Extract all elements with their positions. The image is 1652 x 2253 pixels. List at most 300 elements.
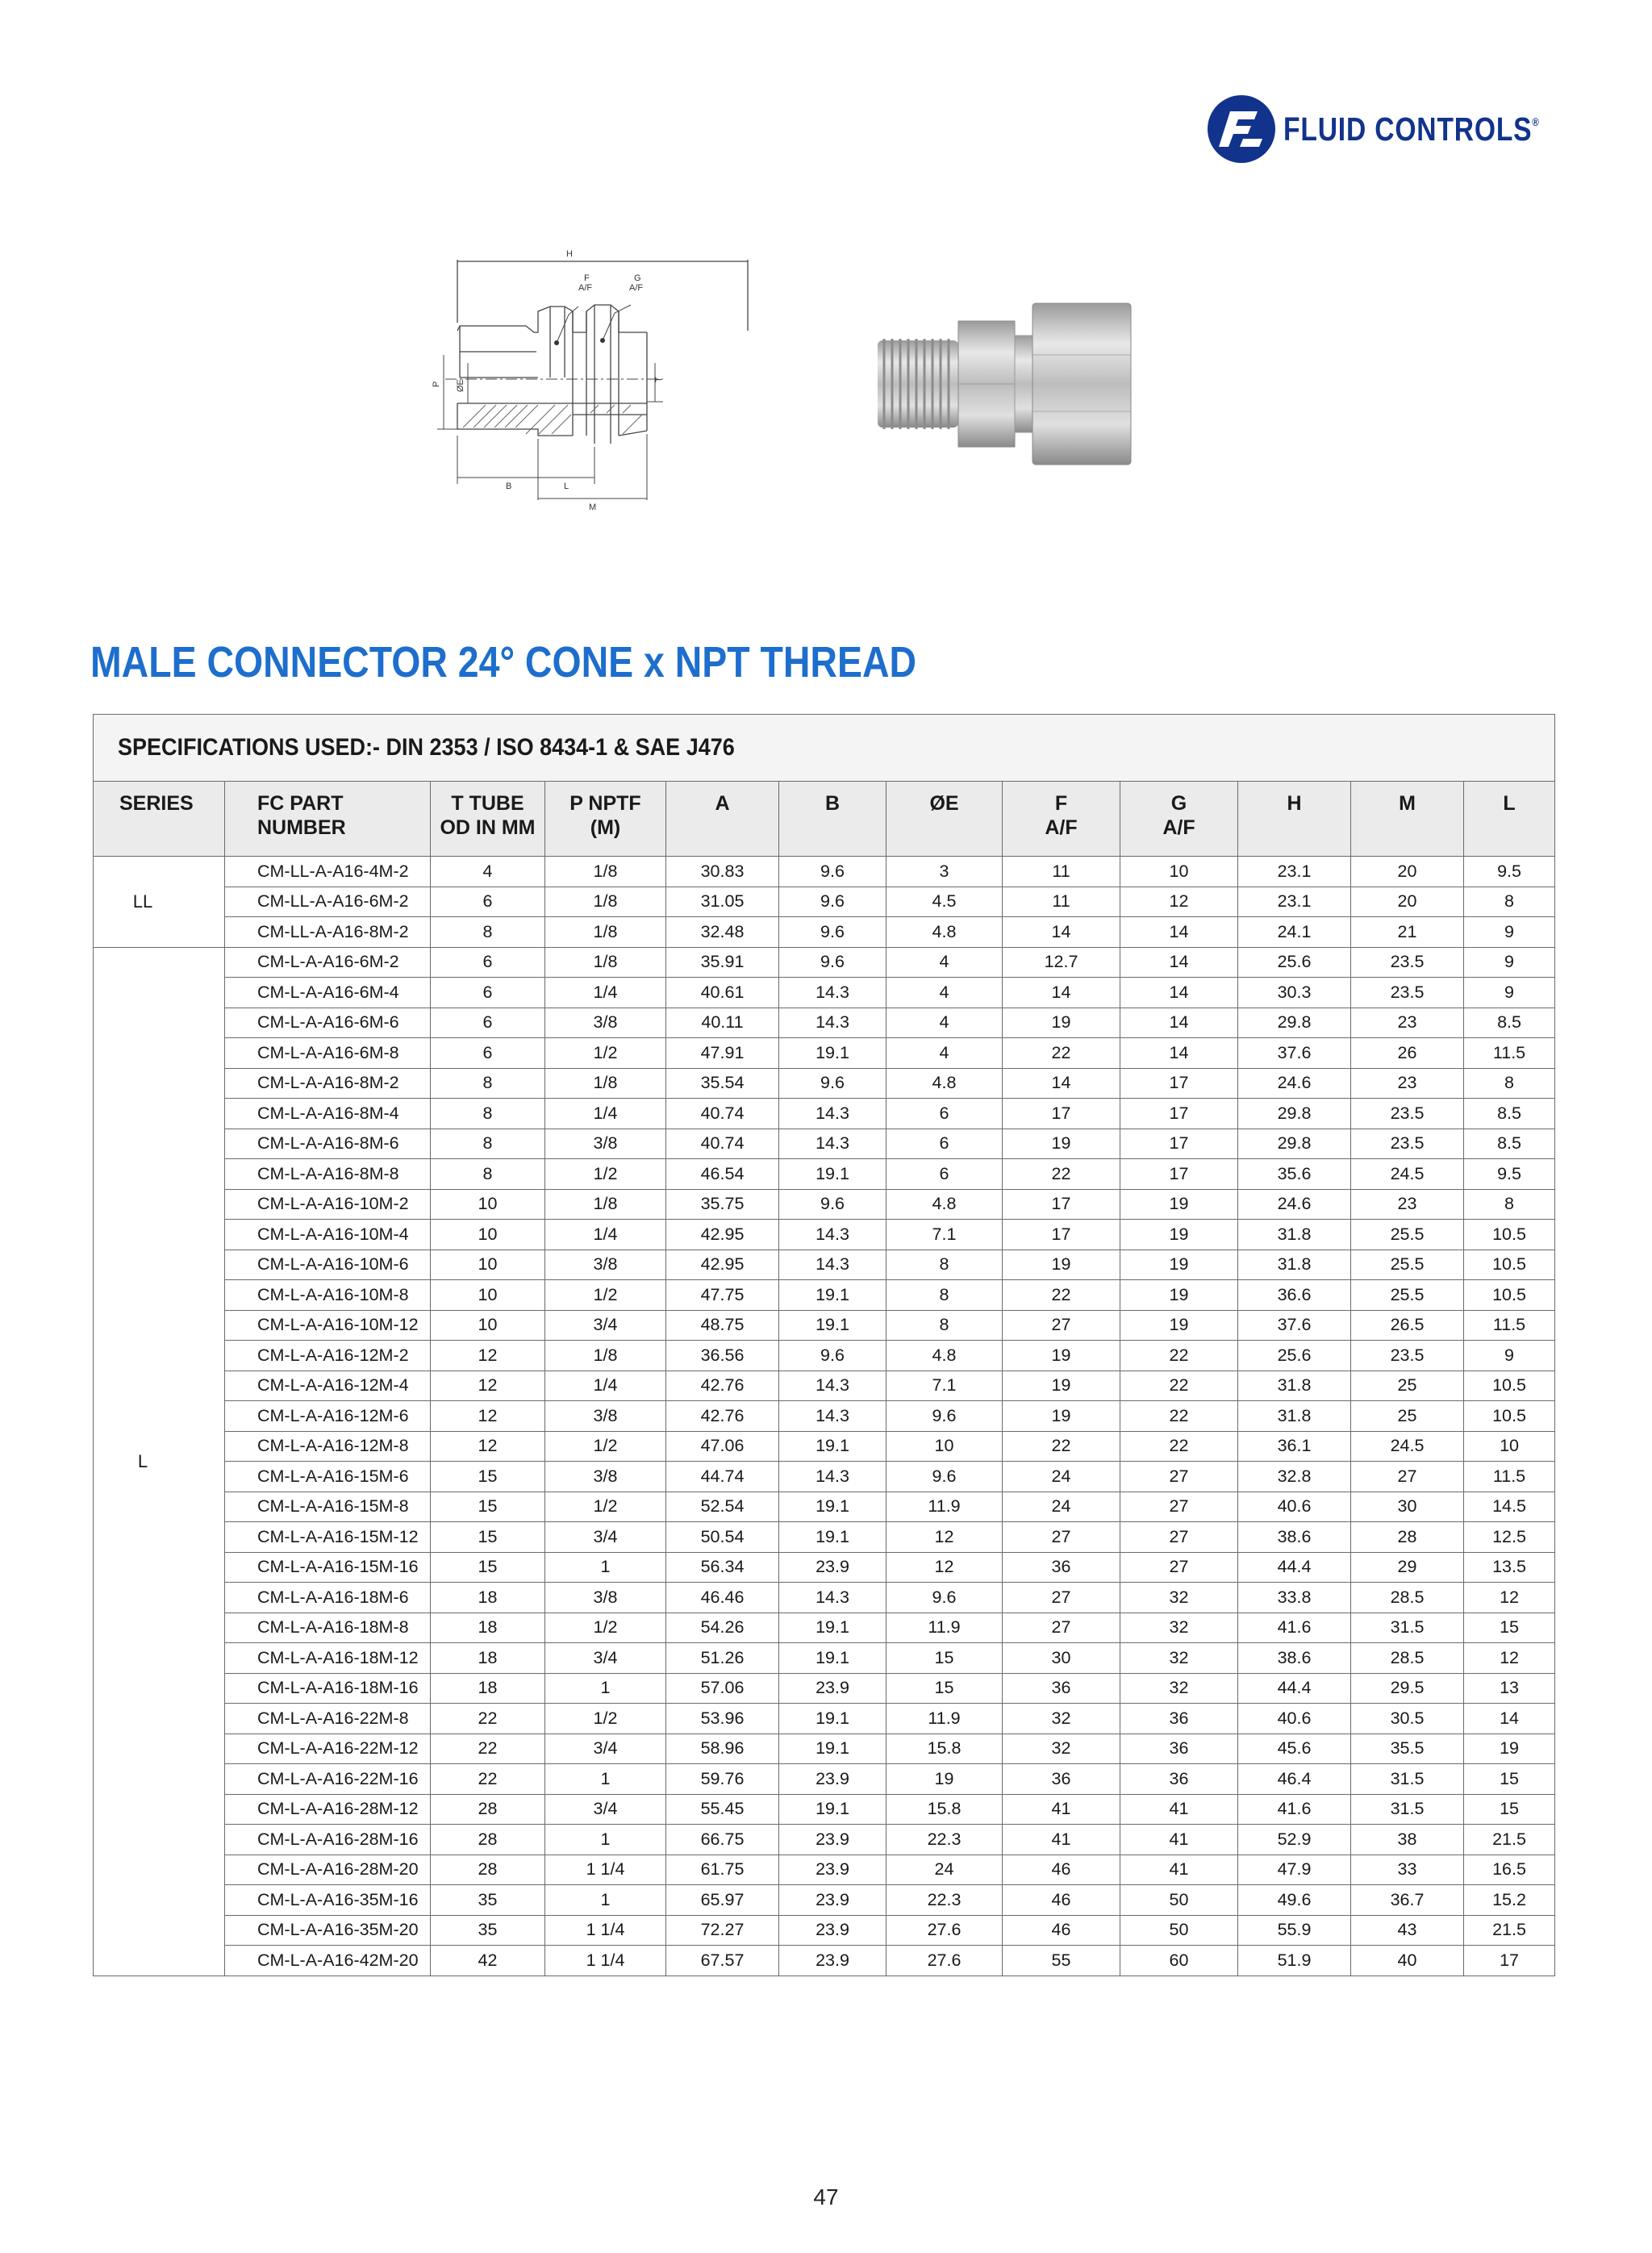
- table-cell: 9.6: [779, 1189, 886, 1220]
- table-cell: 6: [886, 1159, 1003, 1190]
- table-cell: 24: [1003, 1492, 1120, 1522]
- table-cell: 12: [886, 1552, 1003, 1583]
- table-cell: 32.8: [1238, 1462, 1351, 1492]
- column-header-line2: (M): [590, 816, 621, 839]
- table-cell: 27.6: [886, 1946, 1003, 1976]
- table-cell: 18: [431, 1613, 545, 1643]
- table-cell: 14: [1464, 1704, 1555, 1734]
- table-cell: 14: [1120, 978, 1238, 1008]
- svg-text:T: T: [654, 377, 664, 382]
- table-cell: 41: [1120, 1794, 1238, 1825]
- table-cell: 23.1: [1238, 887, 1351, 917]
- table-cell: 15: [431, 1522, 545, 1553]
- table-cell: 25: [1351, 1401, 1464, 1432]
- table-cell: 24.5: [1351, 1431, 1464, 1462]
- table-cell: 32: [1120, 1583, 1238, 1613]
- table-cell: 44.4: [1238, 1673, 1351, 1704]
- table-cell: 19: [1003, 1250, 1120, 1280]
- table-cell: 10.5: [1464, 1401, 1555, 1432]
- column-header: [225, 782, 431, 857]
- part-number-cell: CM-L-A-A16-6M-6: [225, 1008, 431, 1038]
- part-number-cell: CM-L-A-A16-28M-16: [225, 1825, 431, 1855]
- table-cell: 22: [1003, 1431, 1120, 1462]
- table-cell: 32: [1120, 1613, 1238, 1643]
- table-cell: 9.6: [779, 947, 886, 978]
- brand-logo: [1206, 94, 1596, 165]
- table-cell: 8: [431, 1099, 545, 1129]
- table-cell: 6: [431, 1038, 545, 1069]
- table-cell: 57.06: [666, 1673, 779, 1704]
- column-header: [666, 782, 779, 857]
- table-cell: 36.7: [1351, 1885, 1464, 1916]
- table-cell: 6: [431, 887, 545, 917]
- svg-text:L: L: [564, 482, 569, 491]
- part-number-cell: CM-L-A-A16-22M-12: [225, 1734, 431, 1764]
- table-cell: 10: [886, 1431, 1003, 1462]
- table-cell: 12: [431, 1371, 545, 1401]
- table-cell: 9.6: [779, 1068, 886, 1099]
- table-cell: 32: [1003, 1704, 1120, 1734]
- table-cell: 1: [545, 1825, 666, 1855]
- table-cell: 40: [1351, 1946, 1464, 1976]
- table-cell: 53.96: [666, 1704, 779, 1734]
- table-cell: 19: [1003, 1129, 1120, 1159]
- table-cell: 36.56: [666, 1341, 779, 1371]
- table-cell: 21: [1351, 917, 1464, 948]
- column-header: [1351, 782, 1464, 857]
- table-cell: 19.1: [779, 1643, 886, 1674]
- table-cell: 23: [1351, 1008, 1464, 1038]
- table-cell: 51.26: [666, 1643, 779, 1674]
- table-cell: 4.8: [886, 1068, 1003, 1099]
- part-number-cell: CM-L-A-A16-8M-8: [225, 1159, 431, 1190]
- table-row: [94, 1371, 1555, 1401]
- table-cell: 15: [431, 1552, 545, 1583]
- table-cell: 1/8: [545, 857, 666, 887]
- table-cell: 22: [431, 1704, 545, 1734]
- table-cell: 20: [1351, 857, 1464, 887]
- table-cell: 44.74: [666, 1462, 779, 1492]
- table-row: [94, 1855, 1555, 1885]
- table-cell: 35: [431, 1915, 545, 1946]
- table-cell: 17: [1120, 1099, 1238, 1129]
- table-cell: 46.46: [666, 1583, 779, 1613]
- table-cell: 8: [1464, 887, 1555, 917]
- table-cell: 47.91: [666, 1038, 779, 1069]
- table-cell: 1/8: [545, 947, 666, 978]
- table-cell: 12: [886, 1522, 1003, 1553]
- table-cell: 38: [1351, 1825, 1464, 1855]
- table-cell: 1: [545, 1552, 666, 1583]
- table-cell: 9.6: [886, 1401, 1003, 1432]
- table-cell: 67.57: [666, 1946, 779, 1976]
- table-row: [94, 1038, 1555, 1069]
- table-cell: 31.5: [1351, 1613, 1464, 1643]
- column-header-line1: FC PART: [257, 792, 344, 815]
- table-cell: 19: [1003, 1371, 1120, 1401]
- part-number-cell: CM-L-A-A16-10M-4: [225, 1220, 431, 1250]
- part-number-cell: CM-L-A-A16-18M-16: [225, 1673, 431, 1704]
- table-cell: 19.1: [779, 1492, 886, 1522]
- table-cell: 1/2: [545, 1280, 666, 1311]
- table-cell: 10: [431, 1250, 545, 1280]
- table-cell: 31.5: [1351, 1794, 1464, 1825]
- table-cell: 25.5: [1351, 1280, 1464, 1311]
- table-cell: 31.8: [1238, 1401, 1351, 1432]
- table-cell: 38.6: [1238, 1522, 1351, 1553]
- table-cell: 9.6: [779, 887, 886, 917]
- column-header-line1: H: [1287, 792, 1302, 815]
- column-header-line1: G: [1170, 792, 1187, 815]
- table-cell: 3/8: [545, 1129, 666, 1159]
- column-header-line2: A/F: [1162, 816, 1195, 839]
- table-row: [94, 1946, 1555, 1976]
- table-cell: 27: [1120, 1522, 1238, 1553]
- table-cell: 21.5: [1464, 1915, 1555, 1946]
- table-cell: 14: [1003, 1068, 1120, 1099]
- table-cell: 19.1: [779, 1794, 886, 1825]
- table-cell: 20: [1351, 887, 1464, 917]
- table-cell: 33.8: [1238, 1583, 1351, 1613]
- table-cell: 11: [1003, 857, 1120, 887]
- column-header-line1: P NPTF: [569, 792, 641, 815]
- table-cell: 25.5: [1351, 1220, 1464, 1250]
- table-cell: 25.6: [1238, 1341, 1351, 1371]
- table-cell: 19.1: [779, 1704, 886, 1734]
- table-cell: 22: [1003, 1280, 1120, 1311]
- table-cell: 1/4: [545, 1099, 666, 1129]
- table-row: [94, 1825, 1555, 1855]
- table-cell: 7.1: [886, 1220, 1003, 1250]
- table-cell: 4: [431, 857, 545, 887]
- part-number-cell: CM-L-A-A16-15M-16: [225, 1552, 431, 1583]
- table-cell: 27: [1351, 1462, 1464, 1492]
- table-cell: 19: [1464, 1734, 1555, 1764]
- table-row: [94, 1280, 1555, 1311]
- part-number-cell: CM-L-A-A16-15M-12: [225, 1522, 431, 1553]
- table-cell: 31.8: [1238, 1371, 1351, 1401]
- table-cell: 28.5: [1351, 1583, 1464, 1613]
- table-cell: 35.91: [666, 947, 779, 978]
- table-cell: 15.8: [886, 1794, 1003, 1825]
- table-cell: 23.9: [779, 1915, 886, 1946]
- table-cell: 46.54: [666, 1159, 779, 1190]
- table-cell: 15: [886, 1643, 1003, 1674]
- table-cell: 35: [431, 1885, 545, 1916]
- table-cell: 24: [1003, 1462, 1120, 1492]
- table-cell: 36: [1120, 1704, 1238, 1734]
- part-number-cell: CM-L-A-A16-22M-16: [225, 1764, 431, 1795]
- table-cell: 19.1: [779, 1159, 886, 1190]
- table-cell: 3/8: [545, 1462, 666, 1492]
- table-cell: 17: [1003, 1220, 1120, 1250]
- table-cell: 25.5: [1351, 1250, 1464, 1280]
- specifications-header: SPECIFICATIONS USED:- DIN 2353 / ISO 8434-1 & SAE J476: [94, 715, 1555, 782]
- table-cell: 1/4: [545, 978, 666, 1008]
- table-cell: 52.54: [666, 1492, 779, 1522]
- part-number-cell: CM-L-A-A16-12M-2: [225, 1341, 431, 1371]
- series-cell: LL: [94, 857, 225, 948]
- table-cell: 8: [431, 917, 545, 948]
- table-cell: 23.5: [1351, 1129, 1464, 1159]
- table-cell: 60: [1120, 1946, 1238, 1976]
- page-title: MALE CONNECTOR 24° CONE x NPT THREAD: [90, 638, 917, 686]
- table-cell: 11.9: [886, 1704, 1003, 1734]
- table-cell: 18: [431, 1643, 545, 1674]
- table-cell: 15.2: [1464, 1885, 1555, 1916]
- part-number-cell: CM-LL-A-A16-8M-2: [225, 917, 431, 948]
- table-cell: 3: [886, 857, 1003, 887]
- table-cell: 50: [1120, 1915, 1238, 1946]
- table-row: [94, 1008, 1555, 1038]
- table-cell: 30: [1351, 1492, 1464, 1522]
- table-cell: 22: [1003, 1159, 1120, 1190]
- table-cell: 55.45: [666, 1794, 779, 1825]
- table-cell: 14.3: [779, 1129, 886, 1159]
- table-cell: 13: [1464, 1673, 1555, 1704]
- table-cell: 3/4: [545, 1734, 666, 1764]
- table-row: [94, 978, 1555, 1008]
- table-cell: 32: [1120, 1673, 1238, 1704]
- part-number-cell: CM-L-A-A16-12M-8: [225, 1431, 431, 1462]
- table-cell: 6: [886, 1129, 1003, 1159]
- table-cell: 19: [886, 1764, 1003, 1795]
- table-row: [94, 1462, 1555, 1492]
- part-number-cell: CM-L-A-A16-10M-8: [225, 1280, 431, 1311]
- table-cell: 27.6: [886, 1915, 1003, 1946]
- table-cell: 10: [1464, 1431, 1555, 1462]
- table-cell: 40.74: [666, 1129, 779, 1159]
- svg-text:H: H: [566, 249, 573, 259]
- table-cell: 1: [545, 1885, 666, 1916]
- table-cell: 9: [1464, 1341, 1555, 1371]
- table-cell: 22: [1120, 1431, 1238, 1462]
- table-cell: 27: [1003, 1583, 1120, 1613]
- table-cell: 6: [886, 1099, 1003, 1129]
- table-row: [94, 1099, 1555, 1129]
- table-cell: 7.1: [886, 1371, 1003, 1401]
- table-row: [94, 1764, 1555, 1795]
- column-header: [1464, 782, 1555, 857]
- table-cell: 36.1: [1238, 1431, 1351, 1462]
- table-row: [94, 1794, 1555, 1825]
- table-row: [94, 1673, 1555, 1704]
- table-cell: 47.75: [666, 1280, 779, 1311]
- table-cell: 14.3: [779, 978, 886, 1008]
- table-cell: 19.1: [779, 1431, 886, 1462]
- column-header: [431, 782, 545, 857]
- table-cell: 3/4: [545, 1310, 666, 1341]
- table-cell: 9: [1464, 978, 1555, 1008]
- table-cell: 36: [1003, 1764, 1120, 1795]
- table-cell: 14.3: [779, 1099, 886, 1129]
- table-cell: 10.5: [1464, 1280, 1555, 1311]
- table-cell: 23.5: [1351, 1099, 1464, 1129]
- column-header: [779, 782, 886, 857]
- table-cell: 41: [1003, 1794, 1120, 1825]
- table-cell: 14: [1003, 917, 1120, 948]
- table-cell: 1/2: [545, 1704, 666, 1734]
- table-cell: 1 1/4: [545, 1915, 666, 1946]
- table-cell: 1/2: [545, 1431, 666, 1462]
- table-cell: 8: [886, 1250, 1003, 1280]
- table-cell: 25: [1351, 1371, 1464, 1401]
- table-cell: 40.74: [666, 1099, 779, 1129]
- table-cell: 58.96: [666, 1734, 779, 1764]
- table-row: [94, 1492, 1555, 1522]
- table-cell: 9.5: [1464, 857, 1555, 887]
- table-cell: 28: [431, 1855, 545, 1885]
- table-cell: 25.6: [1238, 947, 1351, 978]
- table-cell: 38.6: [1238, 1643, 1351, 1674]
- table-cell: 17: [1464, 1946, 1555, 1976]
- table-cell: 19: [1120, 1310, 1238, 1341]
- part-number-cell: CM-L-A-A16-6M-2: [225, 947, 431, 978]
- table-cell: 47.06: [666, 1431, 779, 1462]
- table-cell: 19.1: [779, 1280, 886, 1311]
- table-cell: 1/2: [545, 1159, 666, 1190]
- table-cell: 10.5: [1464, 1371, 1555, 1401]
- table-row: [94, 1552, 1555, 1583]
- table-cell: 23.9: [779, 1825, 886, 1855]
- table-cell: 19: [1120, 1250, 1238, 1280]
- table-cell: 17: [1003, 1189, 1120, 1220]
- table-cell: 14.3: [779, 1220, 886, 1250]
- table-cell: 18: [431, 1583, 545, 1613]
- table-cell: 1 1/4: [545, 1946, 666, 1976]
- table-cell: 54.26: [666, 1613, 779, 1643]
- table-cell: 42.76: [666, 1401, 779, 1432]
- table-cell: 14.3: [779, 1371, 886, 1401]
- table-cell: 23.5: [1351, 978, 1464, 1008]
- table-cell: 50: [1120, 1885, 1238, 1916]
- table-cell: 28: [431, 1794, 545, 1825]
- table-cell: 27: [1120, 1492, 1238, 1522]
- table-cell: 1/8: [545, 1189, 666, 1220]
- table-cell: 15: [431, 1462, 545, 1492]
- table-cell: 22.3: [886, 1825, 1003, 1855]
- table-row: [94, 887, 1555, 917]
- table-cell: 51.9: [1238, 1946, 1351, 1976]
- table-cell: 22: [1120, 1341, 1238, 1371]
- table-cell: 4.5: [886, 887, 1003, 917]
- table-cell: 1/4: [545, 1220, 666, 1250]
- table-cell: 19: [1120, 1280, 1238, 1311]
- table-cell: 28: [1351, 1522, 1464, 1553]
- table-cell: 10: [431, 1310, 545, 1341]
- table-cell: 65.97: [666, 1885, 779, 1916]
- table-cell: 4: [886, 1008, 1003, 1038]
- column-header-line1: A: [715, 792, 730, 815]
- table-cell: 13.5: [1464, 1552, 1555, 1583]
- table-cell: 3/8: [545, 1250, 666, 1280]
- table-cell: 4: [886, 947, 1003, 978]
- table-row: [94, 947, 1555, 978]
- part-number-cell: CM-L-A-A16-42M-20: [225, 1946, 431, 1976]
- table-cell: 22: [1003, 1038, 1120, 1069]
- table-cell: 19: [1120, 1189, 1238, 1220]
- table-cell: 21.5: [1464, 1825, 1555, 1855]
- table-cell: 9.6: [779, 1341, 886, 1371]
- table-row: [94, 1401, 1555, 1432]
- table-cell: 8: [431, 1159, 545, 1190]
- table-cell: 46.4: [1238, 1764, 1351, 1795]
- table-cell: 23.9: [779, 1764, 886, 1795]
- table-cell: 4.8: [886, 1189, 1003, 1220]
- table-cell: 1/2: [545, 1613, 666, 1643]
- table-cell: 24.6: [1238, 1068, 1351, 1099]
- column-header-line1: ØE: [929, 792, 959, 815]
- table-cell: 22: [1120, 1401, 1238, 1432]
- table-cell: 32: [1120, 1643, 1238, 1674]
- table-cell: 23.9: [779, 1855, 886, 1885]
- table-cell: 8: [886, 1310, 1003, 1341]
- part-number-cell: CM-L-A-A16-12M-6: [225, 1401, 431, 1432]
- part-number-cell: CM-L-A-A16-8M-2: [225, 1068, 431, 1099]
- table-cell: 29: [1351, 1552, 1464, 1583]
- table-cell: 24: [886, 1855, 1003, 1885]
- table-cell: 3/8: [545, 1401, 666, 1432]
- table-cell: 23.9: [779, 1673, 886, 1704]
- column-header: [545, 782, 666, 857]
- table-cell: 27: [1003, 1522, 1120, 1553]
- table-cell: 24.5: [1351, 1159, 1464, 1190]
- svg-text:B: B: [506, 482, 512, 491]
- part-number-cell: CM-L-A-A16-18M-12: [225, 1643, 431, 1674]
- table-cell: 9.6: [779, 917, 886, 948]
- table-row: [94, 1613, 1555, 1643]
- part-number-cell: CM-L-A-A16-35M-20: [225, 1915, 431, 1946]
- table-cell: 16.5: [1464, 1855, 1555, 1885]
- table-cell: 4: [886, 1038, 1003, 1069]
- table-cell: 1/8: [545, 917, 666, 948]
- svg-text:G: G: [634, 273, 641, 283]
- table-cell: 22: [431, 1764, 545, 1795]
- table-cell: 6: [431, 947, 545, 978]
- table-row: [94, 1431, 1555, 1462]
- table-cell: 10: [431, 1220, 545, 1250]
- table-cell: 40.11: [666, 1008, 779, 1038]
- column-header-line1: SERIES: [119, 792, 194, 815]
- table-cell: 49.6: [1238, 1885, 1351, 1916]
- table-cell: 31.8: [1238, 1220, 1351, 1250]
- table-cell: 30.5: [1351, 1704, 1464, 1734]
- page-number: 47: [813, 2184, 839, 2209]
- part-number-cell: CM-L-A-A16-28M-12: [225, 1794, 431, 1825]
- table-cell: 3/4: [545, 1643, 666, 1674]
- table-cell: 1: [545, 1673, 666, 1704]
- table-cell: 9.6: [886, 1583, 1003, 1613]
- table-cell: 40.6: [1238, 1704, 1351, 1734]
- table-cell: 42.76: [666, 1371, 779, 1401]
- table-cell: 15: [1464, 1764, 1555, 1795]
- table-cell: 45.6: [1238, 1734, 1351, 1764]
- table-cell: 36.6: [1238, 1280, 1351, 1311]
- table-cell: 28: [431, 1825, 545, 1855]
- table-cell: 29.8: [1238, 1008, 1351, 1038]
- table-cell: 30.83: [666, 857, 779, 887]
- table-row: [94, 857, 1555, 887]
- table-cell: 30.3: [1238, 978, 1351, 1008]
- part-number-cell: CM-L-A-A16-15M-6: [225, 1462, 431, 1492]
- table-cell: 6: [431, 978, 545, 1008]
- column-header: [1003, 782, 1120, 857]
- table-cell: 41: [1120, 1825, 1238, 1855]
- table-cell: 23.5: [1351, 1341, 1464, 1371]
- svg-text:M: M: [589, 503, 597, 512]
- table-row: [94, 1129, 1555, 1159]
- table-cell: 22.3: [886, 1885, 1003, 1916]
